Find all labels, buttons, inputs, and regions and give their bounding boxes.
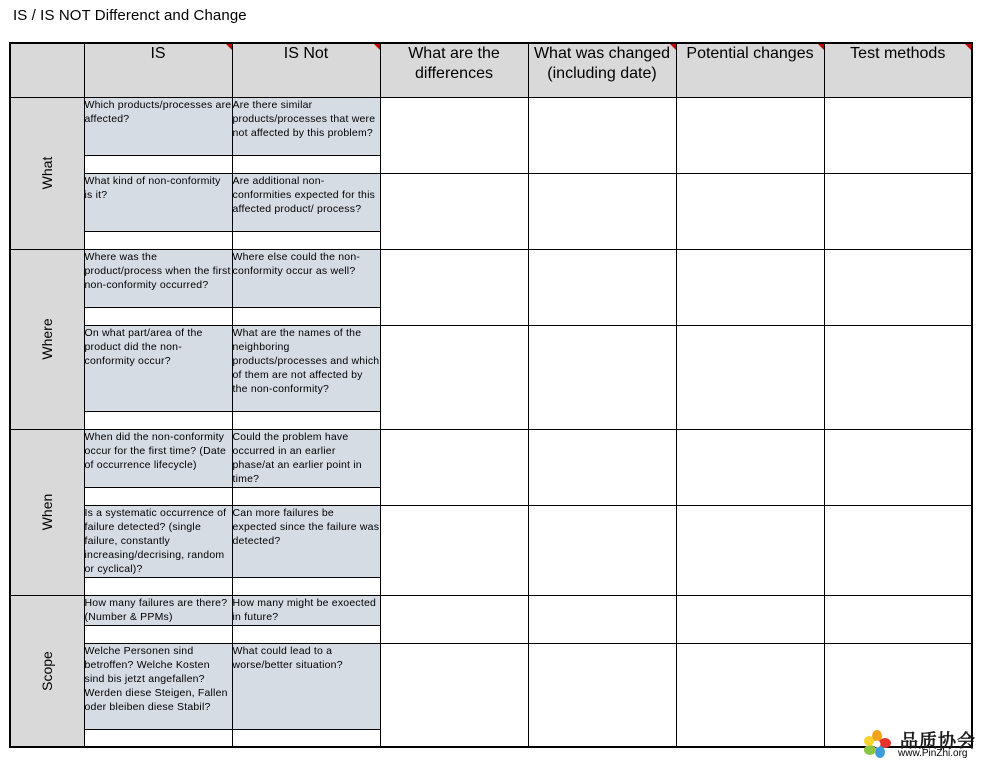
watermark-logo [862, 727, 984, 761]
is-is-not-table [9, 42, 973, 748]
header-test-methods: Test methods [824, 43, 972, 97]
changed-cell[interactable] [528, 643, 676, 747]
section-where: Where [10, 249, 84, 429]
comment-marker-icon [818, 44, 824, 50]
differences-cell[interactable] [380, 97, 528, 173]
header-differences: What are the differences [380, 43, 528, 97]
is-not-question: What are the names of the neighboring products/processes and which of them are not affected by the non-conformity? [232, 325, 380, 411]
comment-marker-icon [226, 44, 232, 50]
is-answer-cell[interactable] [84, 307, 232, 325]
differences-cell[interactable] [380, 595, 528, 643]
is-answer-cell[interactable] [84, 487, 232, 505]
is-question: Which products/processes are affected? [84, 97, 232, 155]
section-when: When [10, 429, 84, 595]
potential-changes-cell[interactable] [676, 643, 824, 747]
is-question: How many failures are there? (Number & PPMs) [84, 595, 232, 625]
comment-marker-icon [374, 44, 380, 50]
is-not-answer-cell[interactable] [232, 155, 380, 173]
logo-url: www.PinZhi.org [898, 748, 968, 759]
is-question: When did the non-conformity occur for the first time? (Date of occurrence lifecycle) [84, 429, 232, 487]
potential-changes-cell[interactable] [676, 505, 824, 595]
is-not-question: Can more failures be expected since the failure was detected? [232, 505, 380, 577]
potential-changes-cell[interactable] [676, 429, 824, 505]
section-what: What [10, 97, 84, 249]
is-not-question: Are additional non-conformities expected for this affected product/ process? [232, 173, 380, 231]
changed-cell[interactable] [528, 505, 676, 595]
header-corner [10, 43, 84, 97]
test-methods-cell[interactable] [824, 595, 972, 643]
changed-cell[interactable] [528, 249, 676, 325]
flower-logo-icon [862, 729, 892, 759]
is-answer-cell[interactable] [84, 729, 232, 747]
test-methods-cell[interactable] [824, 249, 972, 325]
differences-cell[interactable] [380, 505, 528, 595]
is-not-answer-cell[interactable] [232, 231, 380, 249]
comment-marker-icon [965, 44, 971, 50]
differences-cell[interactable] [380, 249, 528, 325]
is-question: Is a systematic occurrence of failure detected? (single failure, constantly increasing/decrising, random or cyclical)? [84, 505, 232, 577]
potential-changes-cell[interactable] [676, 325, 824, 429]
is-not-answer-cell[interactable] [232, 577, 380, 595]
test-methods-cell[interactable] [824, 505, 972, 595]
is-not-question: Where else could the non-conformity occur as well? [232, 249, 380, 307]
is-not-question: Could the problem have occurred in an earlier phase/at an earlier point in time? [232, 429, 380, 487]
test-methods-cell[interactable] [824, 173, 972, 249]
potential-changes-cell[interactable] [676, 97, 824, 173]
potential-changes-cell[interactable] [676, 595, 824, 643]
changed-cell[interactable] [528, 595, 676, 643]
is-not-answer-cell[interactable] [232, 487, 380, 505]
logo-text: 品质协会 [900, 731, 976, 751]
test-methods-cell[interactable] [824, 97, 972, 173]
test-methods-cell[interactable] [824, 429, 972, 505]
is-not-question: What could lead to a worse/better situation? [232, 643, 380, 729]
test-methods-cell[interactable] [824, 325, 972, 429]
is-question: Welche Personen sind betroffen? Welche Kosten sind bis jetzt angefallen? Werden diese Steigen, Fallen oder bleiben diese Stabil? [84, 643, 232, 729]
is-answer-cell[interactable] [84, 577, 232, 595]
is-not-answer-cell[interactable] [232, 625, 380, 643]
section-scope: Scope [10, 595, 84, 747]
is-answer-cell[interactable] [84, 231, 232, 249]
differences-cell[interactable] [380, 325, 528, 429]
comment-marker-icon [670, 44, 676, 50]
differences-cell[interactable] [380, 643, 528, 747]
is-not-answer-cell[interactable] [232, 307, 380, 325]
potential-changes-cell[interactable] [676, 249, 824, 325]
is-answer-cell[interactable] [84, 625, 232, 643]
is-answer-cell[interactable] [84, 411, 232, 429]
is-question: On what part/area of the product did the non-conformity occur? [84, 325, 232, 411]
is-answer-cell[interactable] [84, 155, 232, 173]
is-not-answer-cell[interactable] [232, 729, 380, 747]
page-title: IS / IS NOT Differenct and Change [13, 7, 247, 24]
header-changed: What was changed (including date) [528, 43, 676, 97]
changed-cell[interactable] [528, 97, 676, 173]
header-is-not: IS Not [232, 43, 380, 97]
is-not-question: How many might be exoected in future? [232, 595, 380, 625]
is-question: What kind of non-conformity is it? [84, 173, 232, 231]
changed-cell[interactable] [528, 429, 676, 505]
changed-cell[interactable] [528, 325, 676, 429]
header-is: IS [84, 43, 232, 97]
is-question: Where was the product/process when the first non-conformity occurred? [84, 249, 232, 307]
differences-cell[interactable] [380, 429, 528, 505]
header-potential-changes: Potential changes [676, 43, 824, 97]
is-not-question: Are there similar products/processes that were not affected by this problem? [232, 97, 380, 155]
differences-cell[interactable] [380, 173, 528, 249]
potential-changes-cell[interactable] [676, 173, 824, 249]
changed-cell[interactable] [528, 173, 676, 249]
is-not-answer-cell[interactable] [232, 411, 380, 429]
